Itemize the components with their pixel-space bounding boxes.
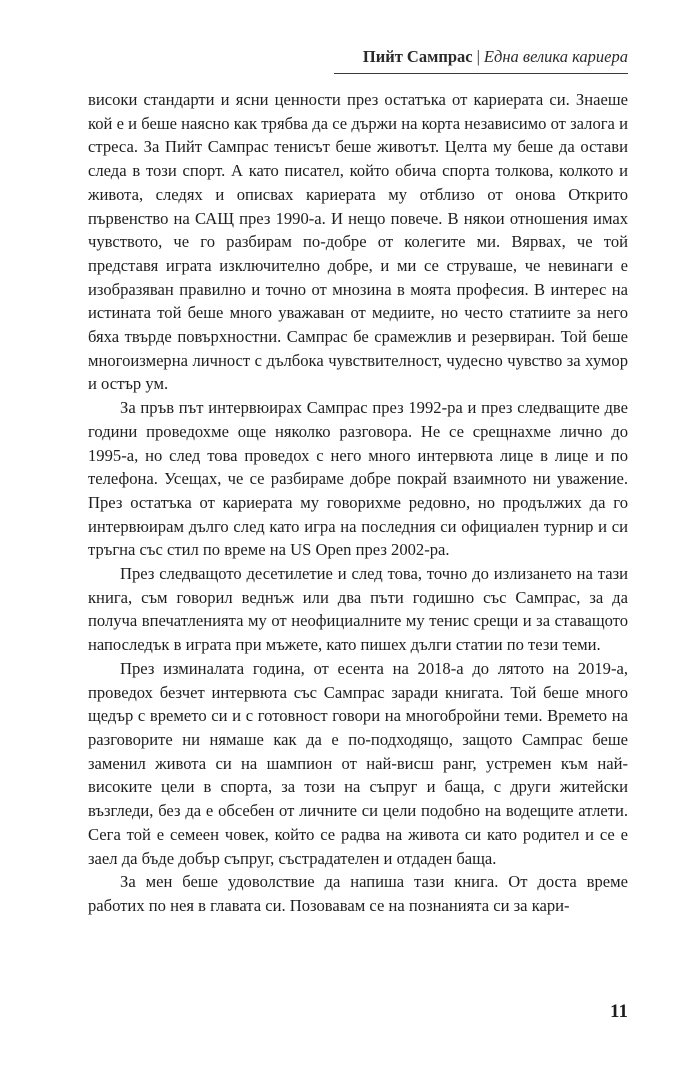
body-text <box>88 88 628 918</box>
paragraph-5: За мен беше удоволствие да напиша тази книга. От доста време работих по нея в главата си. Позовавам се на познанията си за кари- <box>88 872 628 915</box>
paragraph-3: През следващото десетилетие и след това, точно до излизането на тази книга, съм говорил веднъж или два пъти годишно със Сампрас, за да получа впечатленията му от неофициалните му тенис срещи и за ставащото напоследък в играта при мъжете, като пишех дълги статии по тези теми. <box>88 564 628 655</box>
page-number: 11 <box>610 1001 628 1022</box>
paragraph-4: През изминалата година, от есента на 2018-а до лятото на 2019-а, проведох безчет интервюта със Сампрас заради книгата. Той беше много щедър с времето си и с готовност говори на многобройни теми. Времето на разговорите ни нямаше как да е по-подходящо, защото Сампрас беше заменил живота си на шампион от най-висш ранг, устремен към най-високите цели в спорта, за този на съпруг и баща, с други житейски възгледи, без да е обсебен от личните си цели подобно на водещите атлети. Сега той е семеен човек, който се радва на живота си като родител и се е заел да бъде добър съпруг, състрадателен и отдаден баща. <box>88 658 628 868</box>
running-head-author: Пийт Сампрас <box>362 47 473 66</box>
paragraph-1: високи стандарти и ясни ценности през остатъка от кариерата си. Знаеше кой е и беше наясно как трябва да се държи на корта независимо от залога и стреса. За Пийт Сампрас тенисът беше животът. Целта му беше да остави следа в този спорт. А като писател, който обича спорта толкова, колкото и живота, следях и описвах кариерата му отблизо от онова Открито първенство на САЩ през 1990-а. И нещо повече. В някои отношения имах чувството, че го разбирам по-добре от колегите ми. Вярвах, че той представя играта изключително добре, и ми се струваше, че невинаги е изобразяван правилно и точно от мнозина в моята професия. В интерес на истината той беше много уважаван от медиите, но често статиите за него бяха твърде повърхностни. Сампрас бе срамежлив и резервиран. Той беше многоизмерна личност с дълбока чувствителност, чудесно чувство за хумор и остър ум. <box>88 90 628 394</box>
header-rule <box>334 73 628 74</box>
paragraph-2: За пръв път интервюирах Сампрас през 1992-ра и през следващите две години проведохме още няколко разговора. Не се срещнахме лично до 1995-а, но след това проведох с него много интервюта лице в лице и по телефона. Усещах, че се разбираме добре покрай взаимното ни уважение. През остатъка от кариерата му говорихме редовно, но продължих да го интервюирам дълго след като игра на последния си официален турнир и си тръгна със стил по време на US Open през 2002-ра. <box>88 398 628 560</box>
running-head <box>363 47 628 67</box>
running-head-book-title: Една велика кариера <box>483 47 628 66</box>
running-head-separator: | <box>476 47 480 66</box>
